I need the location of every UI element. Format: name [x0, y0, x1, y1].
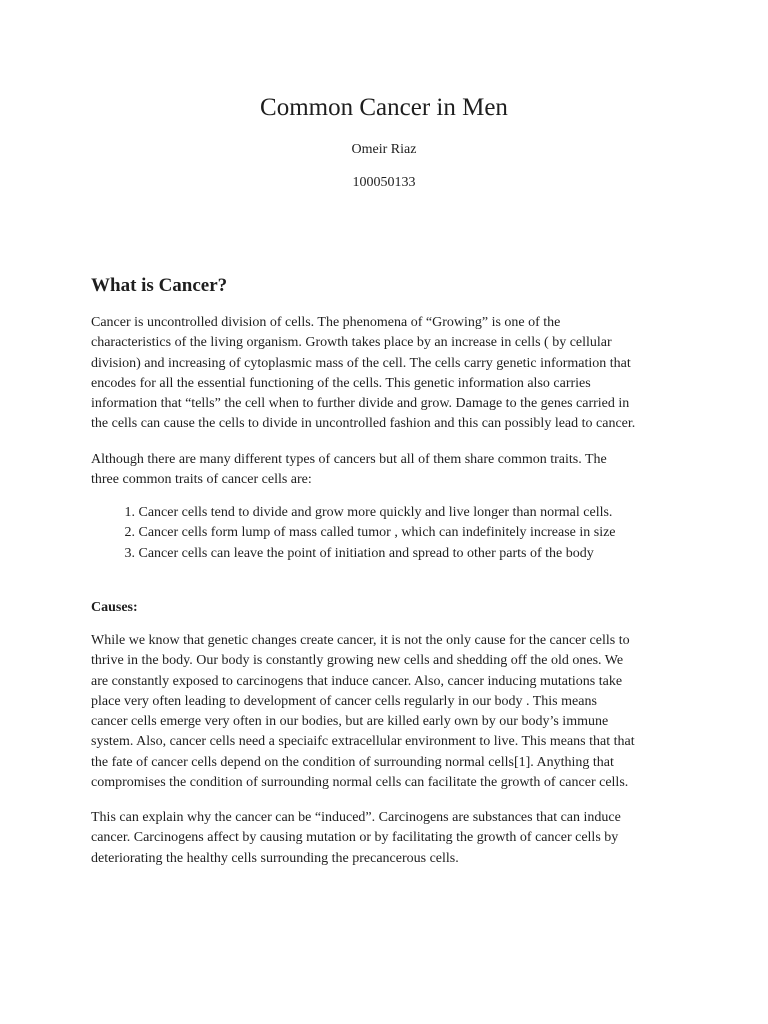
paragraph-causes — [91, 631, 691, 793]
paragraph-line: Although there are many different types of cancers but all of them share common traits. The — [91, 452, 607, 467]
paragraph-line: information that “tells” the cell when to further divide and grow. Damage to the genes carried in — [91, 396, 630, 412]
list-item-number: 1. — [124, 505, 135, 520]
list-item — [91, 503, 616, 523]
list-item-text: Cancer cells form lump of mass called tumor , which can indefinitely increase in size — [138, 525, 616, 541]
paragraph-line: cancer cells emerge very often in our bodies, but are killed early own by our body’s immune — [91, 714, 609, 730]
paragraph-line: encodes for all the essential functioning of the cells. This genetic information also carries — [91, 375, 591, 391]
paragraph-common-traits-intro — [91, 450, 691, 491]
section-heading-causes: Causes: — [91, 600, 138, 615]
paragraph-line: compromises the condition of surrounding normal cells can facilitate the growth of cancer cells. — [91, 775, 629, 791]
document-title: Common Cancer in Men — [260, 94, 508, 121]
paragraph-line: Cancer is uncontrolled division of cells. The phenomena of “Growing” is one of the — [91, 315, 561, 330]
paragraph-line: system. Also, cancer cells need a speciaifc extracellular environment to live. This means that that — [91, 734, 635, 750]
paragraph-line: place very often leading to development of cancer cells regularly in our body . This means — [91, 693, 597, 709]
paragraph-line: characteristics of the living organism. Growth takes place by an increase in cells ( by cellular — [91, 335, 612, 351]
student-id: 100050133 — [352, 175, 416, 190]
list-item-text: Cancer cells can leave the point of initiation and spread to other parts of the body — [138, 545, 594, 561]
paragraph-line: three common traits of cancer cells are: — [91, 472, 312, 488]
paragraph-line: are constantly exposed to carcinogens that induce cancer. Also, cancer inducing mutations take — [91, 673, 623, 689]
list-item — [91, 544, 616, 564]
paragraph-line: thrive in the body. Our body is constantly growing new cells and shedding off the old ones. We — [91, 653, 624, 669]
paragraph-line: division) and increasing of cytoplasmic mass of the cell. The cells carry genetic information that — [91, 355, 631, 371]
list-item-number: 3. — [124, 545, 135, 561]
paragraph-line: While we know that genetic changes create cancer, it is not the only cause for the cancer cells to — [91, 633, 630, 648]
author-name: Omeir Riaz — [351, 142, 417, 157]
paragraph-line: cancer. Carcinogens affect by causing mutation or by facilitating the growth of cancer cells by — [91, 830, 619, 846]
paragraph-what-is-cancer — [91, 313, 691, 435]
list-item-number: 2. — [124, 525, 135, 541]
paragraph-line: deteriorating the healthy cells surrounding the precancerous cells. — [91, 850, 459, 866]
paragraph-line: This can explain why the cancer can be “induced”. Carcinogens are substances that can induce — [91, 810, 621, 825]
list-item-text: Cancer cells tend to divide and grow more quickly and live longer than normal cells. — [138, 505, 613, 520]
paragraph-line: the cells can cause the cells to divide in uncontrolled fashion and this can possibly lead to cancer. — [91, 416, 636, 432]
list-item — [91, 523, 616, 543]
paragraph-carcinogens — [91, 808, 691, 869]
paragraph-line: the fate of cancer cells depend on the condition of surrounding normal cells[1]. Anything that — [91, 754, 614, 770]
section-heading-what-is-cancer: What is Cancer? — [91, 275, 228, 296]
traits-list — [91, 503, 616, 564]
